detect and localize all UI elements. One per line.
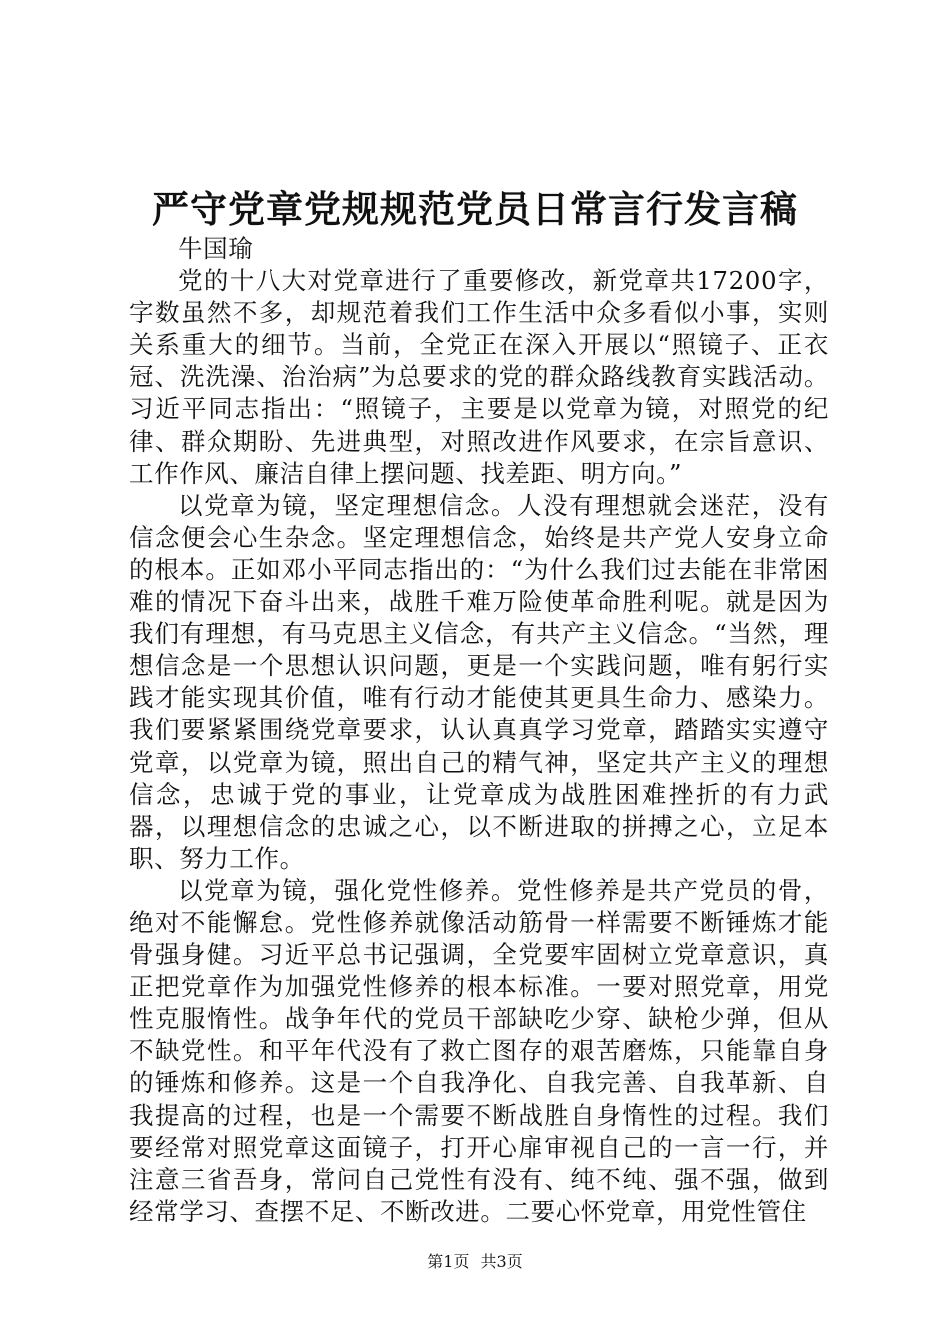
- author-name: 牛国瑜: [178, 234, 254, 263]
- page-footer: [0, 1251, 950, 1273]
- page-number: 第1页: [427, 1252, 470, 1271]
- paragraph: 以党章为镜，坚定理想信念。人没有理想就会迷茫，没有信念便会心生杂念。坚定理想信念，始终是共产党人安身立命的根本。正如邓小平同志指出的：“为什么我们过去能在非常困难的情况下奋斗出来，战胜千难万险使革命胜利呢。就是因为我们有理想，有马克思主义信念，有共产主义信念。“当然，理想信念是一个思想认识问题，更是一个实践问题，唯有躬行实践才能实现其价值，唯有行动才能使其更具生命力、感染力。我们要紧紧围绕党章要求，认认真真学习党章，踏踏实实遵守党章，以党章为镜，照出自己的精气神，坚定共产主义的理想信念，忠诚于党的事业，让党章成为战胜困难挫折的有力武器，以理想信念的忠诚之心，以不断进取的拼搏之心，立足本职、努力工作。: [129, 490, 829, 873]
- paragraph: 党的十八大对党章进行了重要修改，新党章共17200字，字数虽然不多，却规范着我们工作生活中众多看似小事，实则关系重大的细节。当前，全党正在深入开展以“照镜子、正衣冠、洗洗澡、治治病”为总要求的党的群众路线教育实践活动。习近平同志指出：“照镜子，主要是以党章为镜，对照党的纪律、群众期盼、先进典型，对照改进作风要求，在宗旨意识、工作作风、廉洁自律上摆问题、找差距、明方向。”: [129, 266, 829, 488]
- document-title: 严守党章党规规范党员日常言行发言稿: [152, 187, 798, 231]
- paragraph: 以党章为镜，强化党性修养。党性修养是共产党员的骨，绝对不能懈怠。党性修养就像活动筋骨一样需要不断锤炼才能骨强身健。习近平总书记强调，全党要牢固树立党章意识，真正把党章作为加强党性修养的根本标准。一要对照党章，用党性克服惰性。战争年代的党员干部缺吃少穿、缺枪少弹，但从不缺党性。和平年代没有了救亡图存的艰苦磨炼，只能靠自身的锤炼和修养。这是一个自我净化、自我完善、自我革新、自我提高的过程，也是一个需要不断战胜自身惰性的过程。我们要经常对照党章这面镜子，打开心扉审视自己的一言一行，并注意三省吾身，常问自己党性有没有、纯不纯、强不强，做到经常学习、查摆不足、不断改进。二要心怀党章，用党性管住: [129, 875, 829, 1226]
- document-body: [129, 233, 829, 1228]
- page-total: 共3页: [480, 1252, 523, 1271]
